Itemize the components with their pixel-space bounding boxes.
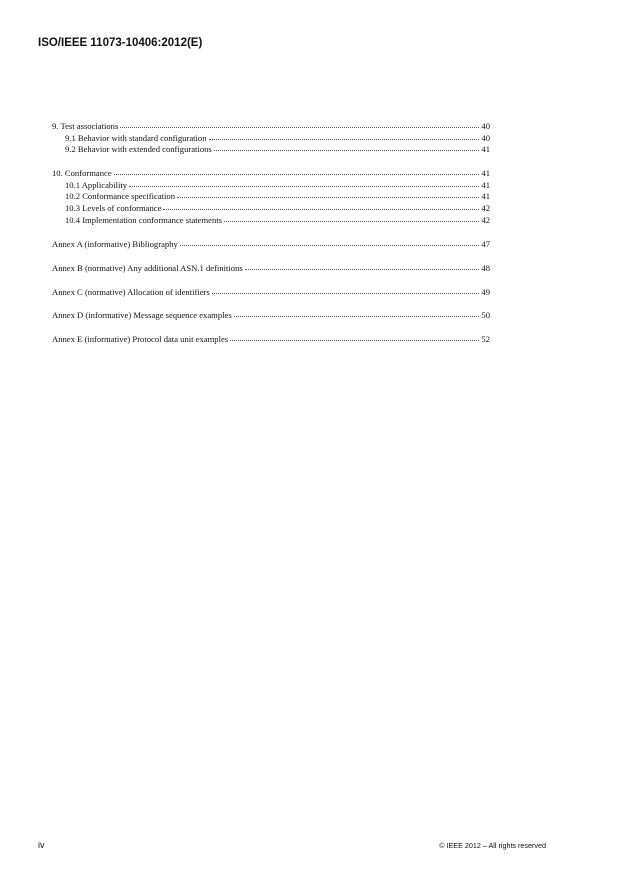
toc-entry-page: 47 [481, 238, 490, 249]
dot-leader [114, 166, 480, 175]
toc-entry-title: 10.2 Conformance specification [65, 191, 176, 202]
toc-entry-page: 50 [481, 310, 490, 321]
toc-entry-page: 42 [481, 214, 490, 225]
toc-entry-title: 9.1 Behavior with standard configuration [65, 132, 207, 143]
toc-entry-page: 52 [481, 334, 490, 345]
dot-leader [224, 213, 479, 222]
toc-entry-page: 41 [481, 144, 490, 155]
toc-entry-title: 10. Conformance [52, 168, 112, 179]
toc-entry-title: 10.1 Applicability [65, 179, 128, 190]
toc-entry-title: Annex C (normative) Allocation of identifiers [52, 286, 210, 297]
toc-entry[interactable] [52, 286, 490, 298]
dot-leader [245, 261, 480, 270]
toc-entry-page: 41 [481, 179, 490, 190]
toc-entry[interactable] [52, 238, 490, 250]
dot-leader [234, 308, 480, 317]
dot-leader [163, 201, 479, 210]
toc-entry-title: 10.4 Implementation conformance statements [65, 214, 223, 225]
toc-entry-page: 42 [481, 202, 490, 213]
table-of-contents [52, 120, 490, 345]
toc-entry[interactable] [52, 214, 490, 226]
toc-entry-title: 9. Test associations [52, 121, 119, 131]
toc-entry[interactable] [52, 309, 490, 321]
toc-entry[interactable] [52, 333, 490, 345]
dot-leader [230, 332, 479, 341]
dot-leader [209, 131, 480, 140]
page-number: iv [38, 840, 45, 850]
dot-leader [180, 237, 480, 246]
toc-entry-title: Annex D (informative) Message sequence examples [52, 310, 232, 321]
document-header: ISO/IEEE 11073-10406:2012(E) [38, 37, 203, 49]
dot-leader [129, 178, 479, 187]
copyright-notice: © IEEE 2012 – All rights reserved [439, 841, 546, 850]
toc-entry-title: 9.2 Behavior with extended configurations [65, 144, 212, 155]
toc-entry-page: 49 [481, 286, 490, 297]
toc-entry-title: 10.3 Levels of conformance [65, 202, 162, 213]
toc-entry-page: 41 [481, 191, 490, 202]
toc-entry[interactable] [52, 262, 490, 274]
toc-entry-title: Annex B (normative) Any additional ASN.1 definitions [52, 262, 243, 273]
toc-entry-page: 48 [481, 262, 490, 273]
toc-entry-page: 40 [481, 121, 490, 131]
toc-entry-page: 41 [481, 168, 490, 179]
dot-leader [177, 189, 479, 198]
dot-leader [214, 142, 480, 151]
toc-entry-page: 40 [481, 132, 490, 143]
dot-leader [212, 285, 480, 294]
dot-leader [120, 119, 479, 128]
toc-entry-title: Annex A (informative) Bibliography [52, 238, 178, 249]
toc-entry[interactable] [52, 143, 490, 155]
toc-entry-title: Annex E (informative) Protocol data unit examples [52, 334, 229, 345]
